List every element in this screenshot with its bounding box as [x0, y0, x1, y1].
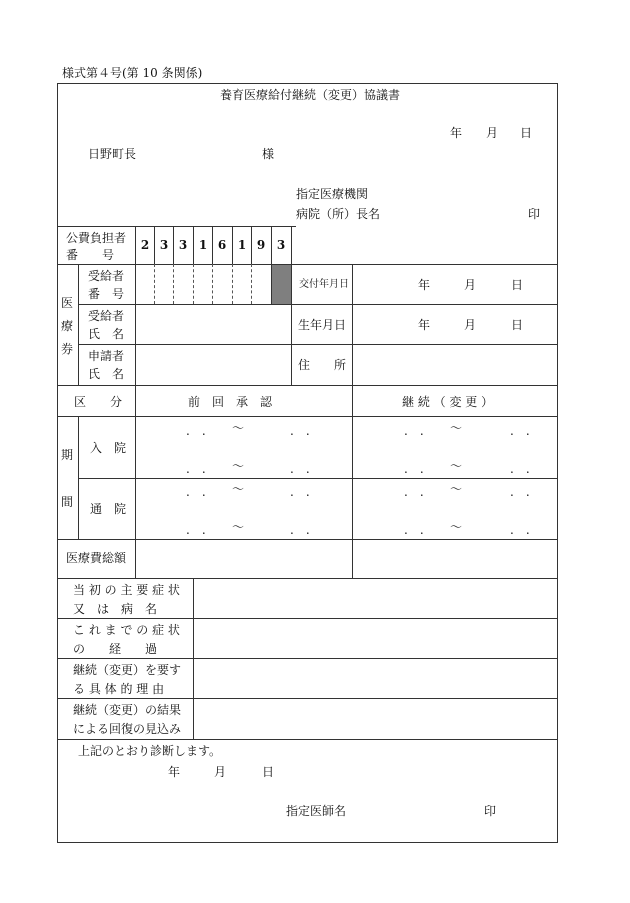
- diagnosis-year: 年: [168, 765, 181, 779]
- diagnosis-day: 日: [262, 765, 275, 779]
- range-tilde: 〜: [450, 421, 463, 435]
- payer-digit: 6: [217, 238, 227, 252]
- outlook-label: 継続（変更）の結果: [73, 703, 182, 717]
- outlook-label: による回復の見込み: [73, 722, 182, 736]
- payer-digit: 2: [140, 238, 150, 252]
- period-side-label: 間: [61, 495, 74, 509]
- date-dots: . .: [404, 485, 424, 499]
- payer-digit: 3: [276, 238, 286, 252]
- date-day: 日: [520, 126, 533, 140]
- issue-month: 月: [464, 278, 477, 292]
- birth-date-label: 生年月日: [298, 318, 347, 332]
- date-year: 年: [450, 126, 463, 140]
- date-dots: . .: [186, 485, 206, 499]
- diagnosis-month: 月: [214, 765, 227, 779]
- reason-label: る 具 体 的 理 由: [73, 682, 165, 696]
- page-title: 養育医療給付継続（変更）協議書: [220, 88, 401, 102]
- recipient-name-label: 氏 名: [88, 327, 125, 341]
- date-dots: . .: [404, 424, 424, 438]
- card-side-label: 療: [61, 319, 74, 333]
- applicant-name-label: 氏 名: [88, 367, 125, 381]
- doctor-name-label: 指定医師名: [286, 804, 347, 818]
- range-tilde: 〜: [450, 482, 463, 496]
- applicant-name-label: 申請者: [88, 349, 125, 363]
- reason-label: 継続（変更）を要す: [73, 663, 182, 677]
- date-dots: . .: [290, 485, 310, 499]
- continuation-header: 継 続 （ 変 更 ）: [402, 395, 494, 409]
- payer-digit: 1: [237, 238, 247, 252]
- inpatient-label: 入 院: [90, 441, 127, 455]
- total-cost-label: 医療費総額: [66, 551, 127, 565]
- range-tilde: 〜: [232, 421, 245, 435]
- date-month: 月: [486, 126, 499, 140]
- payer-digit: 9: [256, 238, 266, 252]
- recipient-no-label: 受給者: [88, 269, 125, 283]
- date-dots: . .: [186, 424, 206, 438]
- range-tilde: 〜: [232, 482, 245, 496]
- range-tilde: 〜: [232, 520, 245, 534]
- date-dots: . .: [510, 462, 530, 476]
- recipient-no-label: 番 号: [88, 287, 125, 301]
- issue-day: 日: [511, 278, 524, 292]
- payer-digit: 1: [198, 238, 208, 252]
- range-tilde: 〜: [450, 459, 463, 473]
- address-label: 住 所: [298, 358, 347, 372]
- previous-approval-header: 前 回 承 認: [188, 395, 273, 409]
- date-dots: . .: [290, 523, 310, 537]
- date-dots: . .: [510, 523, 530, 537]
- category-header: 区 分: [74, 395, 123, 409]
- outpatient-label: 通 院: [90, 502, 127, 516]
- form-label: 様式第４号(第 10 条関係): [62, 66, 203, 80]
- payer-label-line1: 公費負担者: [66, 231, 127, 245]
- date-dots: . .: [404, 523, 424, 537]
- symptoms-label: 又 は 病 名: [73, 602, 158, 616]
- check-digit-shade: [272, 265, 291, 304]
- card-side-label: 医: [61, 296, 74, 310]
- symptoms-label: 当 初 の 主 要 症 状: [73, 583, 180, 597]
- institution-label: 指定医療機関: [296, 187, 369, 201]
- date-dots: . .: [186, 462, 206, 476]
- course-label: こ れ ま で の 症 状: [73, 623, 180, 637]
- date-dots: . .: [290, 462, 310, 476]
- recipient-name: 日野町長: [88, 147, 137, 161]
- payer-digit: 3: [178, 238, 188, 252]
- doctor-seal: 印: [484, 804, 497, 818]
- institution-seal: 印: [528, 207, 541, 221]
- diagnosis-statement: 上記のとおり診断します。: [78, 744, 222, 758]
- birth-month: 月: [464, 318, 477, 332]
- range-tilde: 〜: [232, 459, 245, 473]
- issue-year: 年: [418, 278, 431, 292]
- period-side-label: 期: [61, 448, 74, 462]
- birth-day: 日: [511, 318, 524, 332]
- birth-year: 年: [418, 318, 431, 332]
- range-tilde: 〜: [450, 520, 463, 534]
- recipient-honorific: 様: [262, 147, 275, 161]
- payer-digit: 3: [159, 238, 169, 252]
- card-side-label: 券: [61, 342, 74, 356]
- course-label: の 経 過: [73, 642, 158, 656]
- date-dots: . .: [510, 424, 530, 438]
- date-dots: . .: [290, 424, 310, 438]
- date-dots: . .: [404, 462, 424, 476]
- date-dots: . .: [510, 485, 530, 499]
- hospital-director-label: 病院（所）長名: [296, 207, 381, 221]
- recipient-name-label: 受給者: [88, 309, 125, 323]
- date-dots: . .: [186, 523, 206, 537]
- payer-label-line2: 番 号: [66, 248, 115, 262]
- issue-date-label: 交付年月日: [299, 279, 349, 290]
